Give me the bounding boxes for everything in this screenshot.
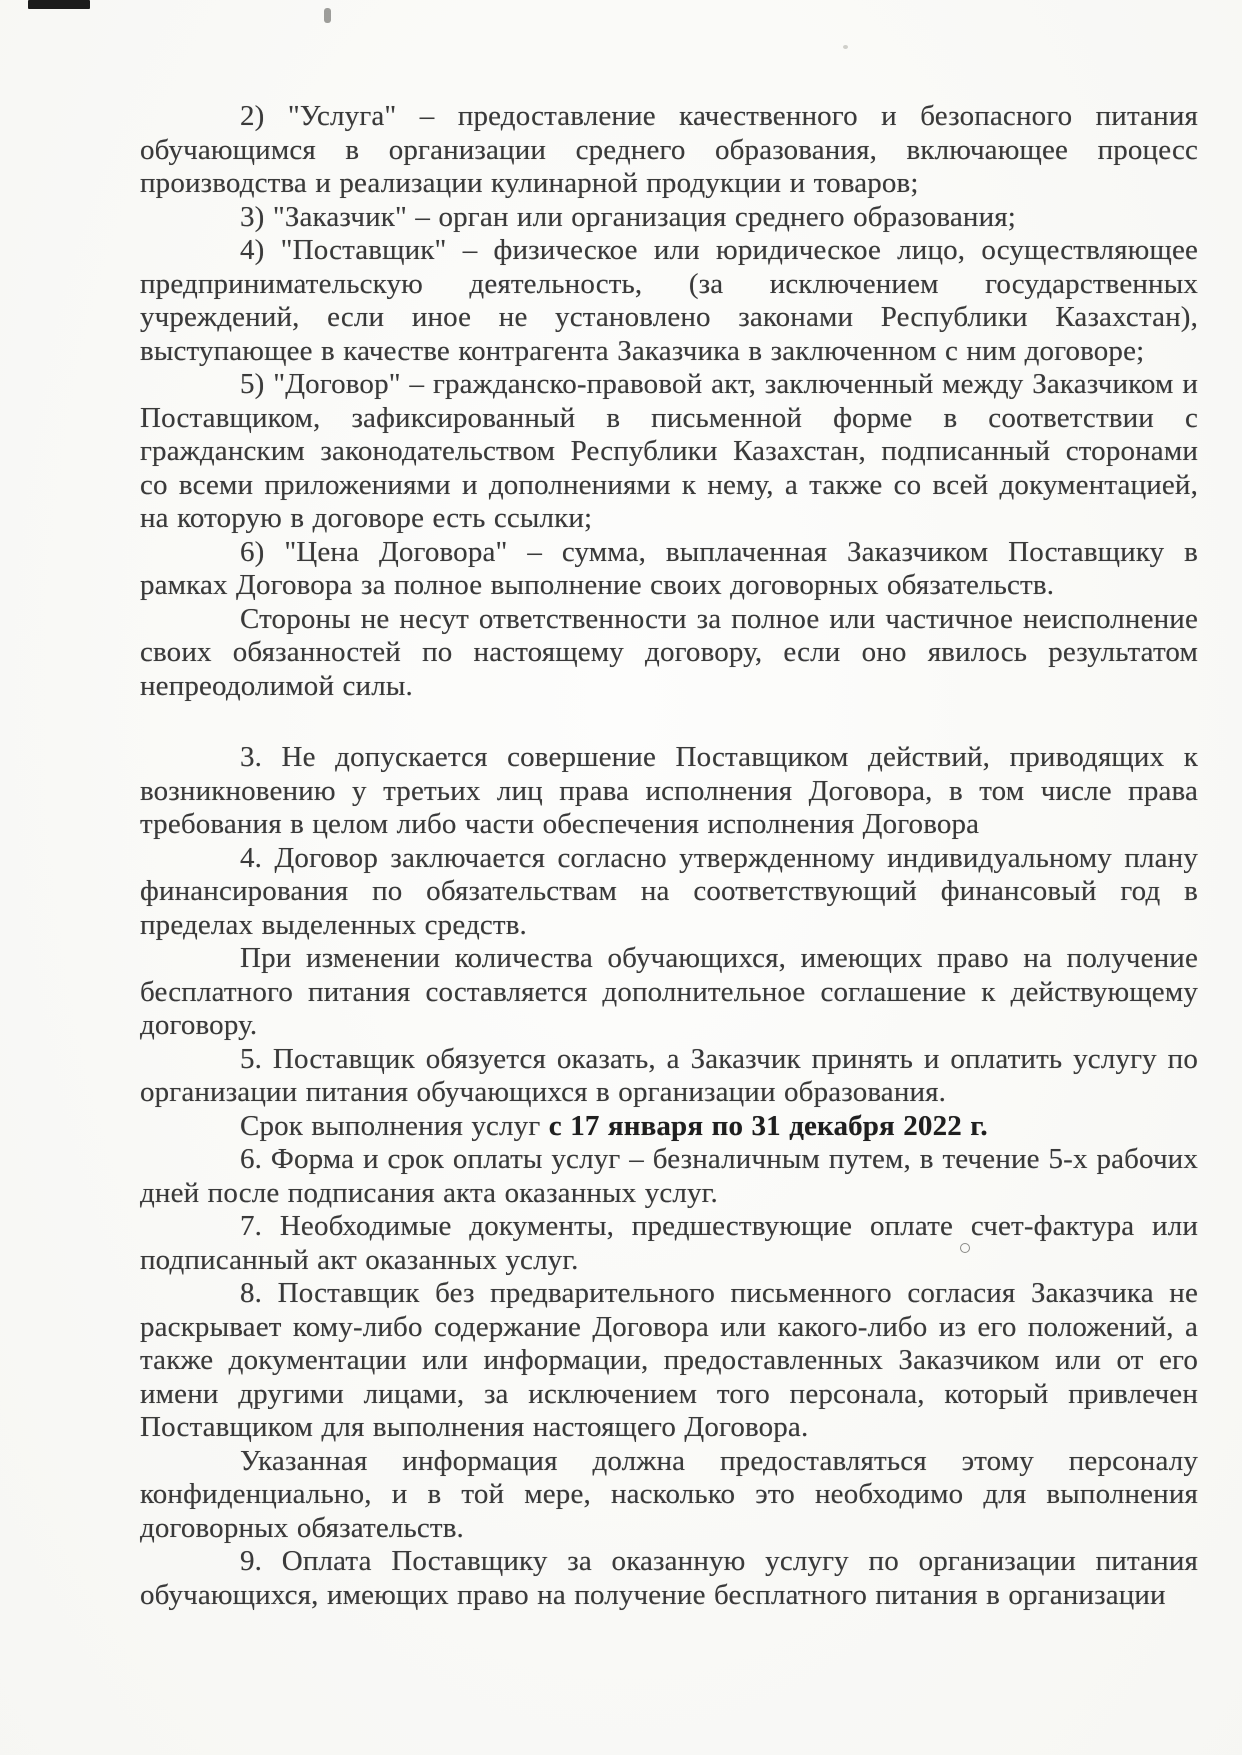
clause-3-no-third-party-rights: 3. Не допускается совершение Поставщиком действий, приводящих к возникновению у третьих лиц права исполнения Договора, в том числе права требования в целом либо части обеспечения исполнения Договора — [140, 741, 1198, 840]
service-period-dates: с 17 января по 31 декабря 2022 г. — [548, 1109, 988, 1142]
definition-supplier: 4) "Поставщик" – физическое или юридическое лицо, осуществляющее предпринимательскую деятельность, (за исключением государственных учреждений, если иное не установлено законами Республики Казахстан), выступающее в качестве контрагента Заказчика в заключенном с ним договоре; — [140, 234, 1198, 367]
clause-8-confidentiality-note: Указанная информация должна предоставляться этому персоналу конфиденциально, и в той мере, насколько это необходимо для выполнения договорных обязательств. — [140, 1444, 1198, 1544]
definition-service: 2) "Услуга" – предоставление качественного и безопасного питания обучающимся в организации среднего образования, включающее процесс производства и реализации кулинарной продукции и товаров; — [140, 100, 1198, 199]
service-period-label: Срок выполнения услуг — [240, 1109, 549, 1142]
clause-6-payment-terms: 6. Форма и срок оплаты услуг – безналичным путем, в течение 5-х рабочих дней после подписания акта оказанных услуг. — [140, 1143, 1198, 1209]
definition-contract-price: 6) "Цена Договора" – сумма, выплаченная Заказчиком Поставщику в рамках Договора за полное выполнение своих договорных обязательств. — [140, 535, 1198, 601]
clause-4-financing-plan: 4. Договор заключается согласно утвержденному индивидуальному плану финансирования по обязательствам на соответствующий финансовый год в пределах выделенных средств. — [140, 841, 1198, 941]
document-text — [140, 100, 1198, 1612]
clause-5-service-obligation: 5. Поставщик обязуется оказать, а Заказчик принять и оплатить услугу по организации питания обучающихся в организации образования. — [140, 1042, 1198, 1108]
clause-7-required-documents: 7. Необходимые документы, предшествующие оплате счет-фактура или подписанный акт оказанных услуг. — [140, 1210, 1198, 1276]
clause-4-amendment-note: При изменении количества обучающихся, имеющих право на получение бесплатного питания составляется дополнительное соглашение к действующему договору. — [140, 942, 1198, 1041]
scan-artifact-speck — [843, 45, 848, 49]
scan-artifact-top-strip — [28, 0, 90, 9]
clause-9-payment: 9. Оплата Поставщику за оказанную услугу по организации питания обучающихся, имеющих право на получение бесплатного питания в организации — [140, 1545, 1198, 1611]
clause-8-confidentiality: 8. Поставщик без предварительного письменного согласия Заказчика не раскрывает кому-либо содержание Договора или какого-либо из его положений, а также документации или информации, предоставленных Заказчиком или от его имени другими лицами, за исключением того персонала, который привлечен Поставщиком для выполнения настоящего Договора. — [140, 1277, 1198, 1443]
definition-contract: 5) "Договор" – гражданско-правовой акт, заключенный между Заказчиком и Поставщиком, зафиксированный в письменной форме в соответствии с гражданским законодательством Республики Казахстан, подписанный сторонами со всеми приложениями и дополнениями к нему, а также со всей документацией, на которую в договоре есть ссылки; — [140, 368, 1198, 534]
scan-artifact-mark — [324, 8, 331, 23]
service-period-line — [140, 1110, 1198, 1144]
force-majeure-clause: Стороны не несут ответственности за полное или частичное неисполнение своих обязанностей по настоящему договору, если оно явилось результатом непреодолимой силы. — [140, 602, 1198, 702]
definition-customer: 3) "Заказчик" – орган или организация среднего образования; — [240, 200, 1016, 233]
